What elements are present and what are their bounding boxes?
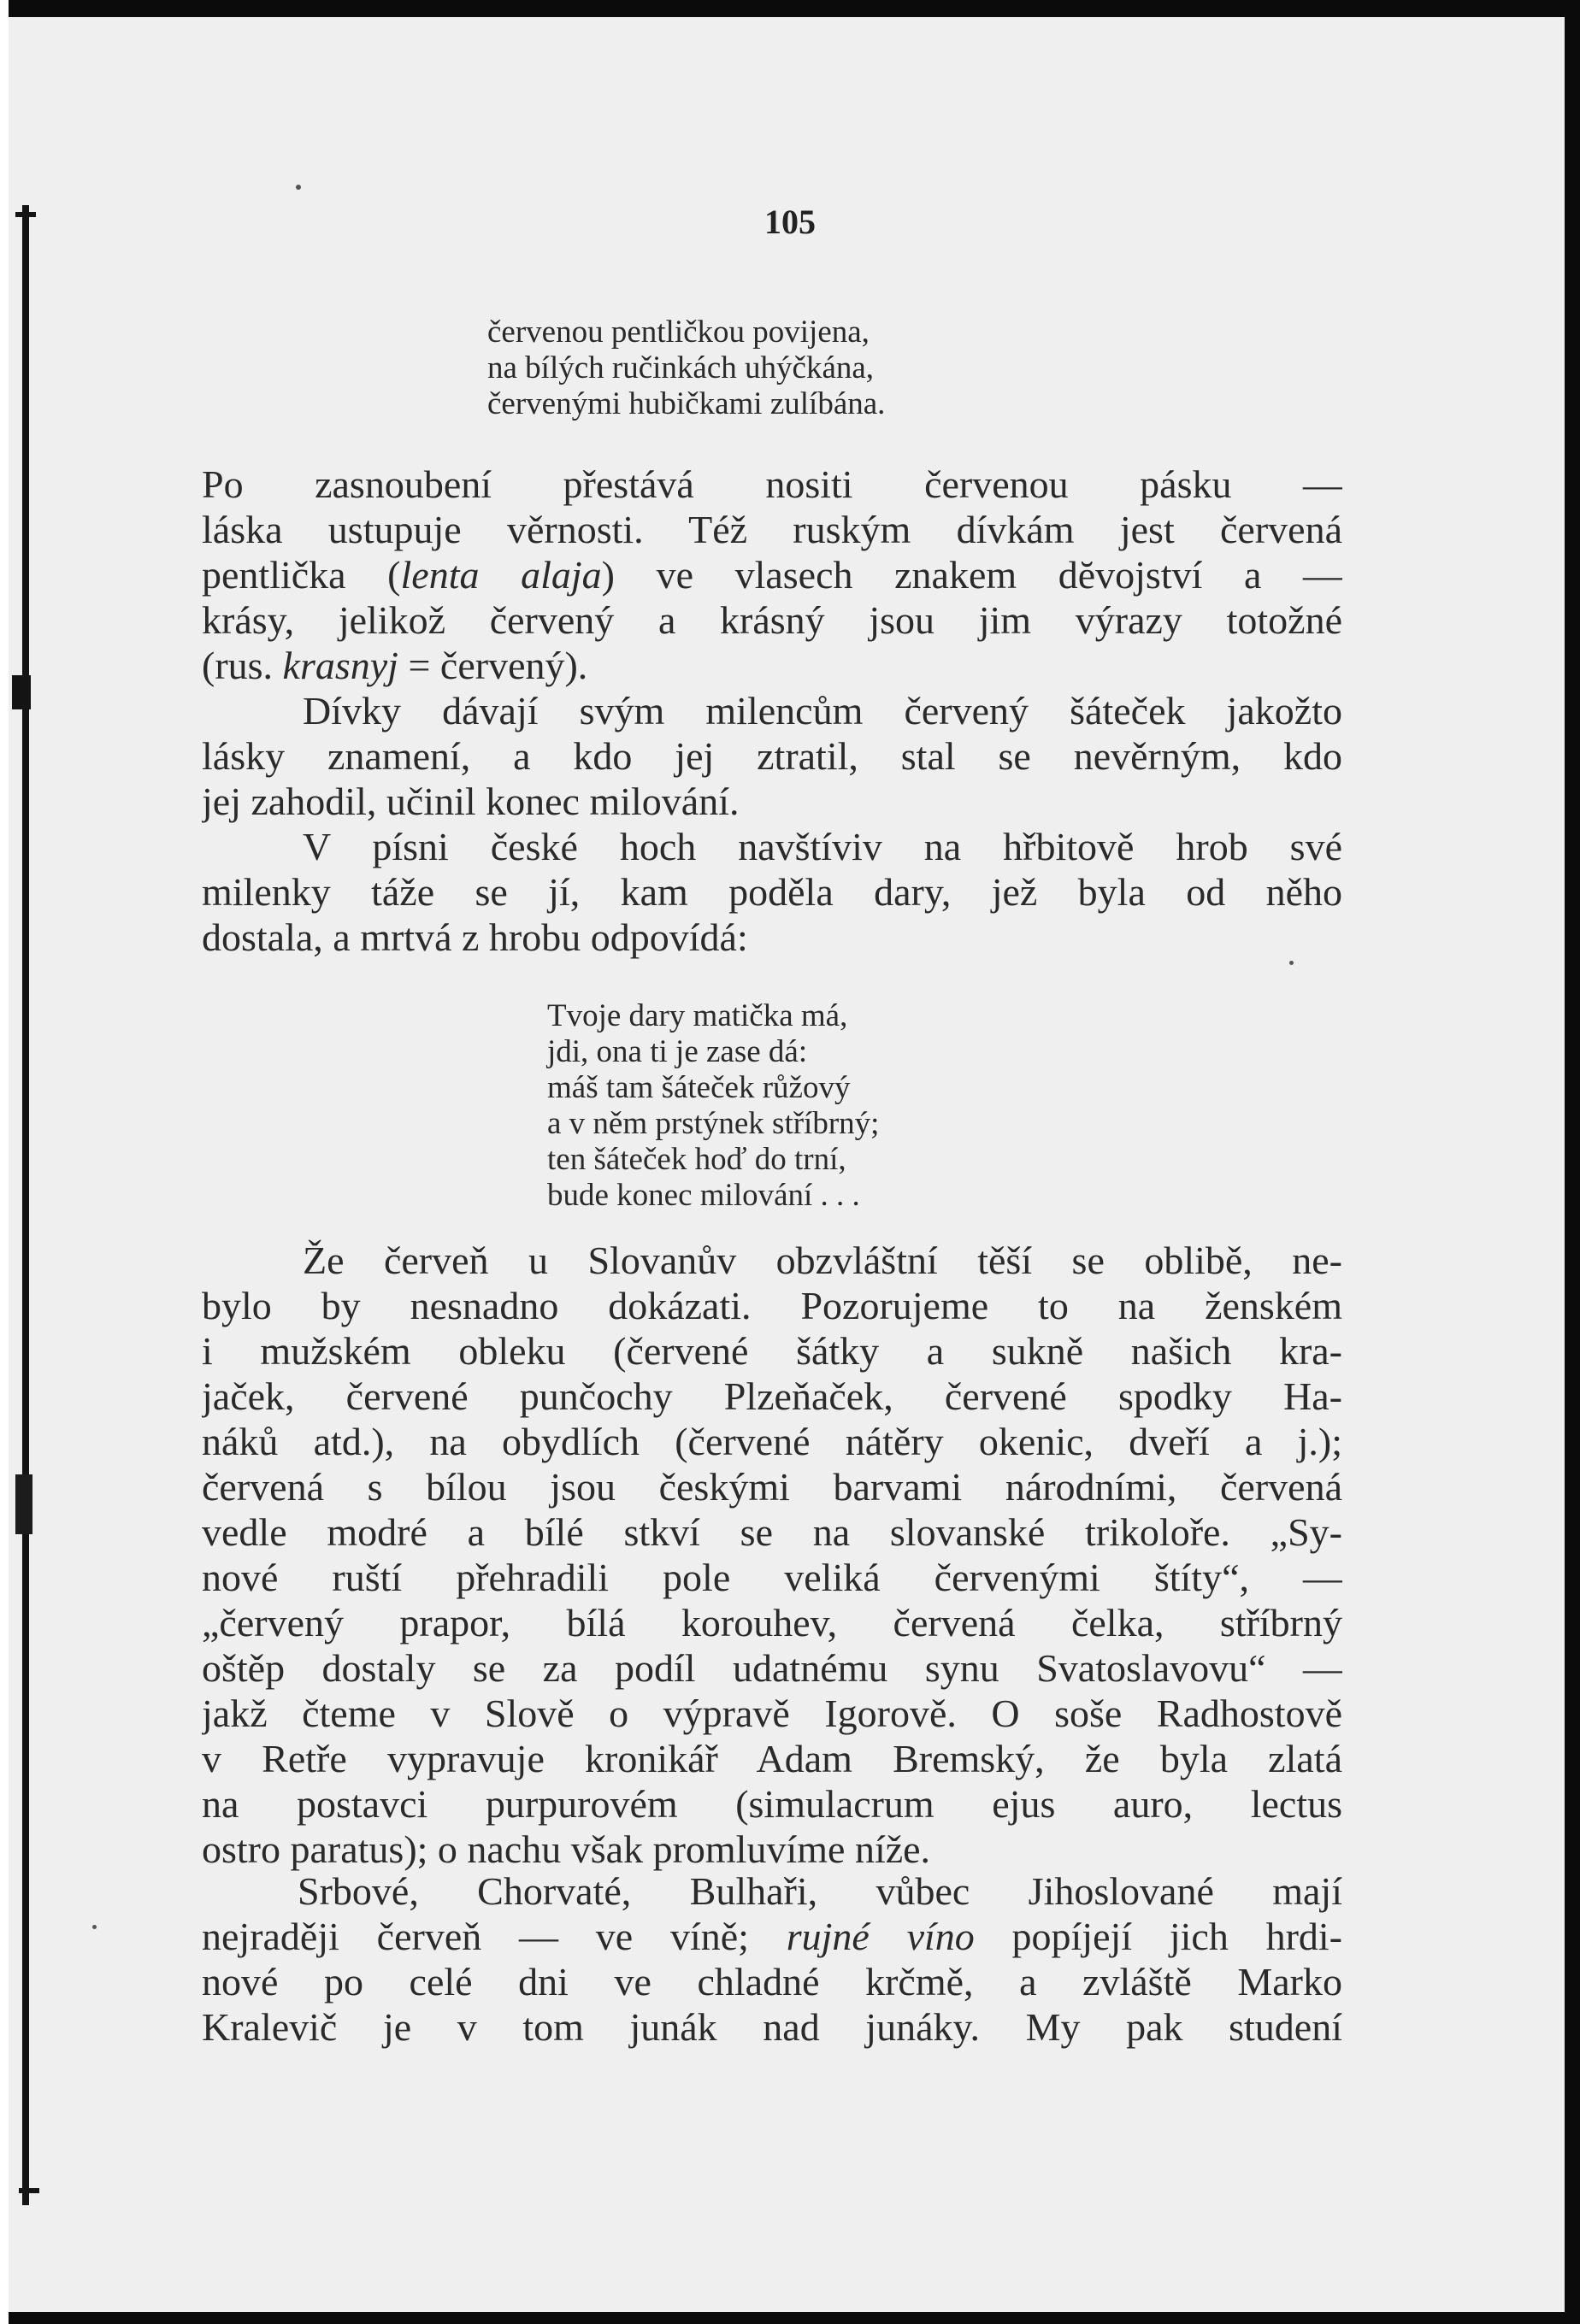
text-line: krásy, jelikož červený a krásný jsou jim výrazy totožné xyxy=(202,598,1342,642)
scan-border-bottom xyxy=(0,2312,1580,2324)
text-line: vedle modré a bílé stkví se na slovanské trikoloře. „Sy- xyxy=(202,1510,1342,1554)
verse-line: jdi, ona ti je zase dá: xyxy=(547,1034,808,1069)
text-line: dostala, a mrtvá z hrobu odpovídá: xyxy=(202,915,748,959)
spine-mark xyxy=(15,1474,32,1534)
verse-line: máš tam šáteček růžový xyxy=(547,1070,851,1105)
paragraph-1 xyxy=(202,462,1342,960)
spine-mark xyxy=(19,2188,39,2193)
text-line xyxy=(202,1914,1342,1959)
text-fragment: (rus. xyxy=(202,644,283,687)
text-line: ostro paratus); o nachu však promluvíme níže. xyxy=(202,1827,931,1871)
text-line: bylo by nesnadno dokázati. Pozorujeme to na ženském xyxy=(202,1284,1342,1327)
text-line: V písni české hoch navštíviv na hřbitově hrob své xyxy=(303,825,1342,868)
text-line: Po zasnoubení přestává nositi červenou pásku — xyxy=(202,462,1342,506)
dust-speck xyxy=(1289,961,1294,965)
verse-top xyxy=(487,315,885,422)
verse-line: červenými hubičkami zulíbána. xyxy=(487,386,886,421)
text-fragment: popíjejí jich hrdi- xyxy=(974,1915,1342,1958)
verse-line: Tvoje dary matička má, xyxy=(547,998,848,1033)
text-line: oštěp dostaly se za podíl udatnému synu Svatoslavovu“ — xyxy=(202,1646,1342,1690)
text-line: náků atd.), na obydlích (červené nátěry okenic, dveří a j.); xyxy=(202,1420,1342,1463)
scan-border-left xyxy=(0,0,9,2324)
dust-speck xyxy=(296,185,301,190)
text-line: Kralevič je v tom junák nad junáky. My pak studení xyxy=(202,2005,1342,2049)
paragraph-2 xyxy=(202,1238,1342,1872)
text-line: červená s bílou jsou českými barvami národními, červená xyxy=(202,1465,1342,1509)
page-number: 105 xyxy=(764,203,816,241)
text-fragment: = červený). xyxy=(398,644,588,687)
verse-line: bude konec milování . . . xyxy=(547,1178,860,1213)
text-line: nové po celé dni ve chladné krčmě, a zvláště Marko xyxy=(202,1960,1342,2003)
text-line: Dívky dávají svým milencům červený šáteček jakožto xyxy=(303,689,1342,733)
verse-line: a v něm prstýnek stříbrný; xyxy=(547,1106,880,1141)
text-line: „červený prapor, bílá korouhev, červená čelka, stříbrný xyxy=(202,1601,1342,1644)
text-line: láska ustupuje věrnosti. Též ruským dívkám jest červená xyxy=(202,508,1342,551)
italic-term: rujné víno xyxy=(786,1915,975,1958)
scan-border-right xyxy=(1565,0,1580,2324)
text-line: Srbové, Chorvaté, Bulhaři, vůbec Jihoslované mají xyxy=(298,1869,1342,1913)
text-fragment: ) ve vlasech znakem dĕvojství a — xyxy=(601,553,1342,597)
verse-line: na bílých ručinkách uhýčkána, xyxy=(487,350,875,385)
verse-line: ten šáteček hoď do trní, xyxy=(547,1142,846,1177)
text-line: jej zahodil, učinil konec milování. xyxy=(202,780,740,823)
spine-mark xyxy=(12,675,31,709)
italic-term: krasnyj xyxy=(282,644,398,687)
text-line: Že červeň u Slovanův obzvláštní těší se oblibě, ne- xyxy=(303,1238,1342,1282)
dust-speck xyxy=(92,1925,97,1929)
verse-line: červenou pentličkou povijena, xyxy=(487,315,870,350)
text-line: lásky znamení, a kdo jej ztratil, stal se nevěrným, kdo xyxy=(202,734,1342,778)
book-spine-edge xyxy=(22,205,29,2205)
text-line: v Retře vypravuje kronikář Adam Bremský, že byla zlatá xyxy=(202,1737,1342,1780)
text-line xyxy=(202,643,1342,688)
text-line: jaček, červené punčochy Plzeňaček, červené spodky Ha- xyxy=(202,1374,1342,1418)
text-line: milenky táže se jí, kam poděla dary, jež byla od něho xyxy=(202,870,1342,914)
text-fragment: nejraději červeň — ve víně; xyxy=(202,1915,787,1958)
italic-term: lenta alaja xyxy=(400,553,602,597)
text-line: i mužském obleku (červené šátky a sukně našich kra- xyxy=(202,1329,1342,1373)
text-fragment: pentlička ( xyxy=(202,553,401,597)
verse-middle xyxy=(547,998,879,1214)
text-line: jakž čteme v Slově o výpravě Igorově. O soše Radhostově xyxy=(202,1692,1342,1735)
text-line: nové ruští přehradili pole veliká červenými štíty“, — xyxy=(202,1556,1342,1599)
text-line xyxy=(202,552,1342,597)
text-line: na postavci purpurovém (simulacrum ejus auro, lectus xyxy=(202,1782,1342,1826)
scan-border-top xyxy=(0,0,1580,17)
paragraph-3 xyxy=(202,1868,1342,2050)
